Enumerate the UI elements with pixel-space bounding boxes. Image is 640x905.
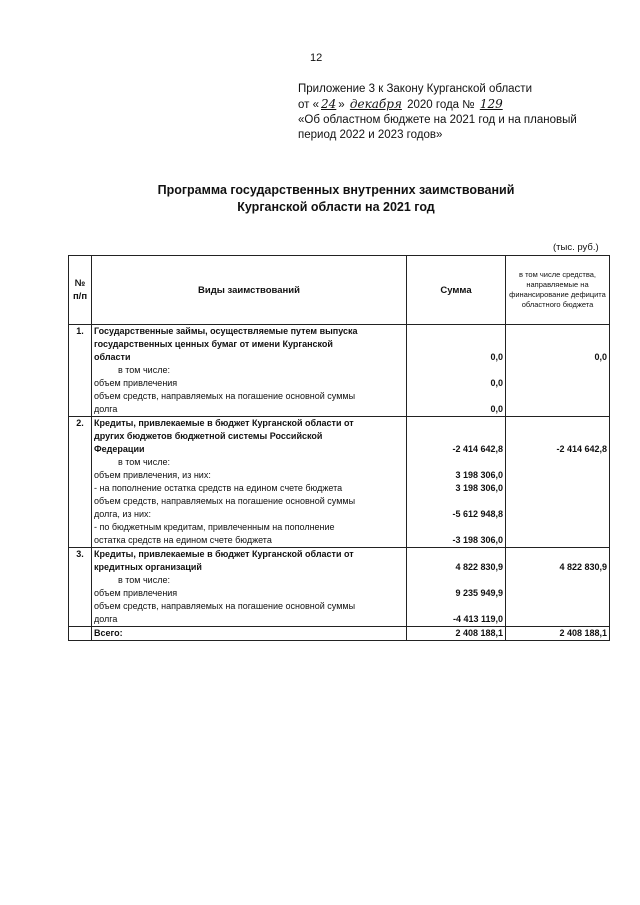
appendix-line-2	[298, 97, 618, 113]
total-deficit: 2 408 188,1	[506, 627, 610, 641]
document-title	[0, 182, 640, 216]
deficit-line	[508, 325, 607, 338]
deficit-line	[508, 508, 607, 521]
date-month: декабря	[349, 97, 402, 111]
sum-line: -5 612 948,8	[452, 509, 503, 519]
kind-line: долга	[94, 404, 118, 414]
sum-line	[409, 548, 503, 561]
row-number: 2.	[69, 417, 92, 548]
sum-line: -3 198 306,0	[452, 535, 503, 545]
sum-line	[409, 325, 503, 338]
deficit-line	[508, 417, 607, 430]
sum-line	[409, 574, 503, 587]
kind-line: - по бюджетным кредитам, привлеченным на пополнение	[94, 522, 335, 532]
page-number: 12	[310, 52, 323, 64]
row-kind	[92, 417, 407, 548]
sum-line: 0,0	[490, 404, 503, 414]
sum-line: -2 414 642,8	[452, 444, 503, 454]
title-line-2: Курганской области на 2021 год	[237, 200, 435, 214]
sum-line	[409, 456, 503, 469]
header-kind: Виды заимствований	[92, 256, 407, 325]
header-deficit: в том числе средства, направляемые на финансирование дефицита областного бюджета	[506, 256, 610, 325]
row-sum	[407, 417, 506, 548]
deficit-line	[508, 521, 607, 534]
kind-line: в том числе:	[118, 365, 170, 375]
deficit-line: 4 822 830,9	[559, 562, 607, 572]
sum-line	[409, 521, 503, 534]
deficit-line	[508, 430, 607, 443]
total-row	[69, 627, 610, 641]
appendix-line-4: период 2022 и 2023 годов»	[298, 129, 443, 141]
deficit-line	[508, 469, 607, 482]
sum-line	[409, 430, 503, 443]
sum-line	[409, 338, 503, 351]
deficit-line	[508, 377, 607, 390]
header-num: № п/п	[69, 256, 92, 325]
row-kind	[92, 548, 407, 627]
total-label: Всего:	[92, 627, 407, 641]
row-number: 3.	[69, 548, 92, 627]
deficit-line: -2 414 642,8	[556, 444, 607, 454]
appendix-line-1: Приложение 3 к Закону Курганской области	[298, 83, 532, 95]
borrowing-table	[68, 255, 610, 641]
table-row	[69, 325, 610, 417]
row-sum	[407, 548, 506, 627]
deficit-line	[508, 482, 607, 495]
header-sum: Сумма	[407, 256, 506, 325]
kind-line: Кредиты, привлекаемые в бюджет Курганской области от	[94, 418, 354, 428]
sum-line: 9 235 949,9	[455, 588, 503, 598]
sum-line: 4 822 830,9	[455, 562, 503, 572]
kind-line: объем средств, направляемых на погашение основной суммы	[94, 391, 356, 401]
table-row	[69, 548, 610, 627]
kind-line: Кредиты, привлекаемые в бюджет Курганской области от	[94, 549, 354, 559]
row-deficit	[506, 325, 610, 417]
table-header-row	[69, 256, 610, 325]
deficit-line	[508, 390, 607, 403]
total-num	[69, 627, 92, 641]
row-number: 1.	[69, 325, 92, 417]
row-sum	[407, 325, 506, 417]
deficit-line	[508, 613, 607, 626]
kind-line: объем привлечения	[94, 378, 178, 388]
deficit-line	[508, 574, 607, 587]
sum-line	[409, 364, 503, 377]
kind-line: долга	[94, 614, 118, 624]
kind-line: долга, из них:	[94, 509, 152, 519]
sum-line	[409, 600, 503, 613]
date-year: 2020 года №	[407, 99, 475, 111]
kind-line: объем привлечения, из них:	[94, 470, 211, 480]
law-number: 129	[479, 97, 503, 111]
kind-line: Государственные займы, осуществляемые путем выпуска	[94, 326, 358, 336]
kind-line: других бюджетов бюджетной системы Российской	[94, 431, 323, 441]
row-deficit	[506, 548, 610, 627]
deficit-line	[508, 600, 607, 613]
deficit-line	[508, 534, 607, 547]
kind-line: в том числе:	[118, 457, 170, 467]
kind-line: кредитных организаций	[94, 562, 202, 572]
table-row	[69, 417, 610, 548]
kind-line: области	[94, 352, 131, 362]
deficit-line	[508, 548, 607, 561]
deficit-line	[508, 403, 607, 416]
sum-line	[409, 495, 503, 508]
units-label: (тыс. руб.)	[553, 242, 599, 253]
sum-line: -4 413 119,0	[452, 614, 503, 624]
date-mid: »	[338, 99, 345, 111]
deficit-line	[508, 587, 607, 600]
kind-line: объем средств, направляемых на погашение основной суммы	[94, 601, 356, 611]
sum-line	[409, 417, 503, 430]
row-kind	[92, 325, 407, 417]
sum-line: 3 198 306,0	[455, 483, 503, 493]
deficit-line	[508, 364, 607, 377]
kind-line: Федерации	[94, 444, 145, 454]
deficit-line	[508, 456, 607, 469]
kind-line: - на пополнение остатка средств на едином счете бюджета	[94, 483, 343, 493]
deficit-line: 0,0	[594, 352, 607, 362]
kind-line: объем средств, направляемых на погашение основной суммы	[94, 496, 356, 506]
kind-line: объем привлечения	[94, 588, 178, 598]
deficit-line	[508, 338, 607, 351]
kind-line: в том числе:	[118, 575, 170, 585]
sum-line	[409, 390, 503, 403]
date-day: 24	[321, 97, 337, 111]
deficit-line	[508, 495, 607, 508]
sum-line: 0,0	[490, 352, 503, 362]
title-line-1: Программа государственных внутренних заимствований	[157, 183, 515, 197]
kind-line: остатка средств на едином счете бюджета	[94, 535, 272, 545]
sum-line: 3 198 306,0	[455, 470, 503, 480]
date-prefix: от «	[298, 99, 320, 111]
appendix-header	[298, 82, 618, 143]
sum-line: 0,0	[490, 378, 503, 388]
total-sum: 2 408 188,1	[407, 627, 506, 641]
row-deficit	[506, 417, 610, 548]
appendix-line-3: «Об областном бюджете на 2021 год и на плановый	[298, 114, 577, 126]
kind-line: государственных ценных бумаг от имени Курганской	[94, 339, 333, 349]
